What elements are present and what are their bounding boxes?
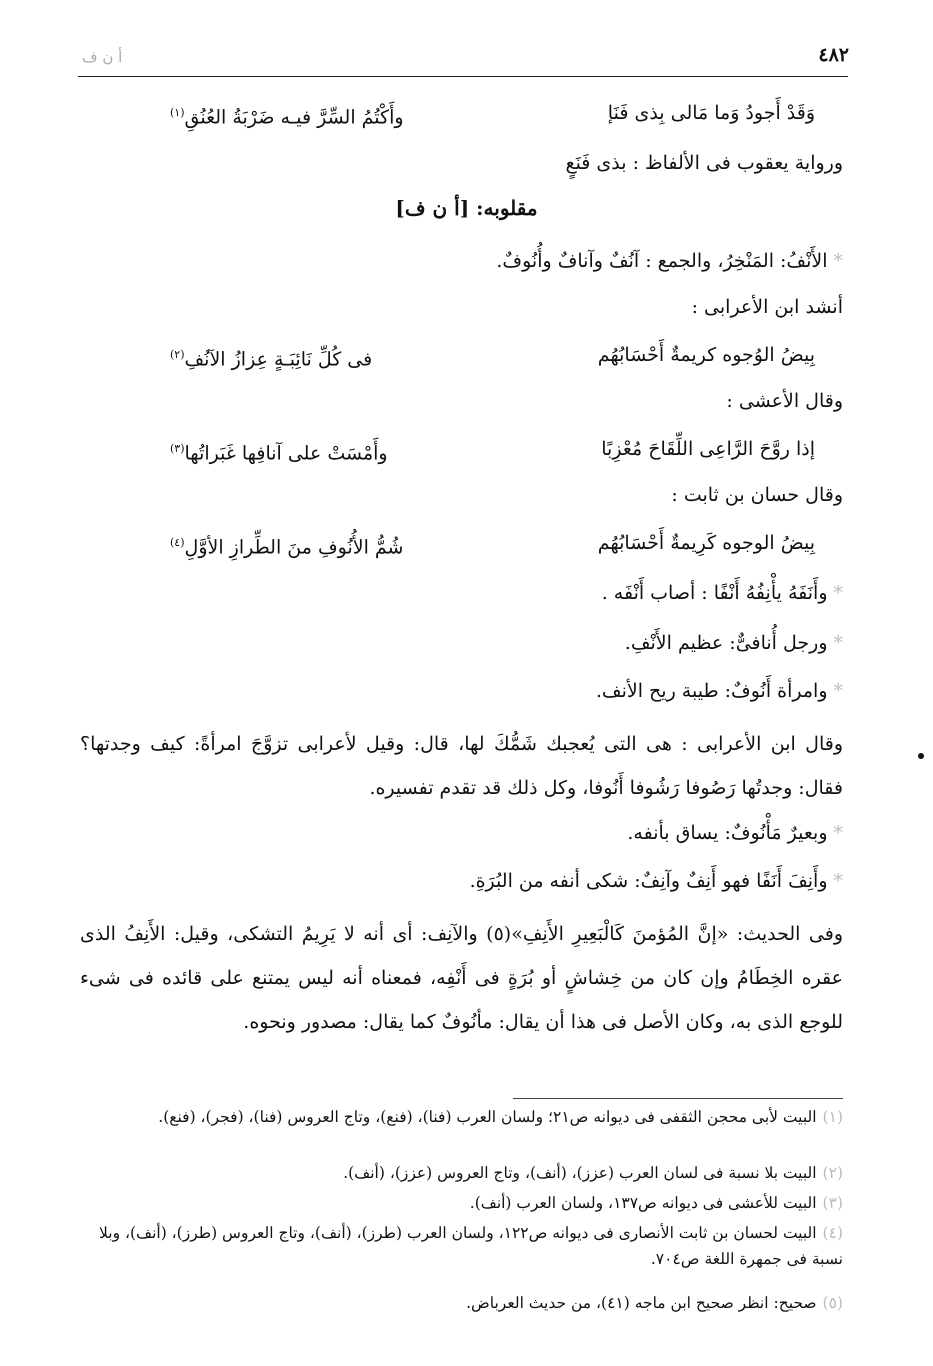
running-head: أ ن ف	[82, 48, 123, 66]
entry-item	[80, 578, 843, 608]
footnote	[80, 1190, 843, 1216]
footnote-text: صحيح: انظر صحيح ابن ماجه (٤١)، من حديث العرباض.	[466, 1294, 817, 1312]
entry-item	[80, 628, 843, 658]
entry-item	[80, 676, 843, 706]
inshad-line: أنشد ابن الأعرابى :	[691, 296, 843, 318]
footnote-ref: (٤)	[170, 536, 185, 549]
poem-3-second-half	[170, 434, 388, 468]
verse-text: فى كُلِّ نَائِبَـةٍ عِزازُ الآنُفِ	[184, 348, 373, 371]
footnote-number: (١)	[822, 1108, 843, 1126]
entry-text: وبعيرٌ مَأْنُوفٌ: يساق بأنفه.	[627, 822, 828, 844]
hassan-line: وقال حسان بن ثابت :	[671, 484, 843, 506]
entry-text: ورجل أُنافىٌّ: عظيم الأَنْفِ.	[624, 632, 828, 654]
entry-marker: *	[833, 250, 843, 272]
poem-4-first-half: بِيضُ الوجوه كَرِيمةٌ أَحْسَابُهُم	[597, 532, 815, 554]
footnote-number: (٣)	[822, 1194, 843, 1212]
poem-2-second-half	[170, 340, 372, 374]
footnote	[80, 1290, 843, 1316]
footnote-number: (٥)	[822, 1294, 843, 1312]
entry-item	[80, 818, 843, 848]
footnote-number: (٢)	[822, 1164, 843, 1182]
entry-item	[80, 866, 843, 896]
footnote-text: البيت لأبى محجن الثقفى فى ديوانه ص٢١؛ ولسان العرب (فنا)، (فنع)، وتاج العروس (فنا)، (فجر)، (فنع).	[158, 1108, 817, 1126]
header-rule	[78, 76, 848, 77]
entry-marker: *	[833, 870, 843, 892]
riwaya-line: ورواية يعقوب فى الألفاظ : بذى فَنَعٍ	[565, 152, 843, 174]
entry-marker: *	[833, 822, 843, 844]
poem-1-second-half	[170, 98, 404, 132]
asha-line: وقال الأعشى :	[726, 390, 843, 412]
footnote-ref: (٣)	[170, 442, 185, 455]
footnote-number: (٤)	[822, 1224, 843, 1242]
entry-anf	[80, 246, 843, 276]
section-heading: مقلوبه: [أ ن ف]	[395, 196, 538, 220]
footnote-text: البيت لحسان بن ثابت الأنصارى فى ديوانه ص١٢٢، ولسان العرب (طرز)، (أنف)، وتاج العروس (طرز)، (أنف)، وبلا نسبة فى جمهرة اللغة ص٧٠٤.	[99, 1224, 843, 1268]
footnote-ref: (٢)	[170, 348, 185, 361]
poem-2-first-half: بِيضُ الوُجوه كريمةٌ أَحْسَابُهُم	[597, 344, 815, 366]
poem-3-first-half: إذا روَّحَ الرَّاعِى اللِّقَاحَ مُعْزِبًا	[601, 438, 815, 460]
paragraph-hadith: وفى الحديث: «إنَّ المُؤمنَ كَالْبَعِيرِ الأَنِفِ»(٥) والآنِف: أى أنه لا يَرِيمُ التشكى، وقيل: الأَنِفُ الذى عقره الخِطَامُ وإن كان من خِشاشٍ أو بُرَةٍ فى أَنْفِه، فمعناه أنه ليس يمتنع على قائده فى شىء للوجع الذى به، وكان الأصل فى هذا أن يقال: مأنُوفٌ كما يقال: مصدور ونحوه.	[80, 923, 844, 1033]
footnote	[80, 1220, 843, 1272]
footnote-ref: (١)	[170, 106, 185, 119]
footnote-text: البيت بلا نسبة فى لسان العرب (عزز)، (أنف)، وتاج العروس (عزز)، (أنف).	[343, 1164, 817, 1182]
footnote-rule	[513, 1098, 843, 1099]
verse-text: شُمُّ الأُنُوفِ منَ الطِّرازِ الأوَّلِ	[184, 536, 404, 559]
entry-marker: *	[833, 632, 843, 654]
footnote	[80, 1160, 843, 1186]
poem-1-first-half: وَقَدْ أَجودُ وَما مَالى بِذى فَنَإ	[607, 102, 815, 124]
margin-dot	[918, 753, 924, 759]
page-number: ٤٨٢	[818, 44, 849, 66]
poem-4-second-half	[170, 528, 403, 562]
verse-text: وأَكْتُمُ السِّرَّ فيـه ضَرْبَةُ العُنُقِ	[184, 106, 404, 129]
footnote	[80, 1104, 843, 1130]
entry-marker: *	[833, 680, 843, 702]
entry-marker: *	[833, 582, 843, 604]
entry-text: الأَنْفُ: المَنْخِرُ، والجمع : آنُفٌ وآنافٌ وأُنُوفٌ.	[496, 250, 828, 272]
entry-text: وأَنِفَ أَنَفًا فهو أَنِفٌ وآنِفٌ: شكى أنفه من البُرَةِ.	[469, 870, 828, 892]
verse-text: وأَمْسَتْ على آنافِها غَبَراتُها	[184, 442, 388, 465]
entry-text: وامرأة أَنُوفٌ: طيبة ريح الأنف.	[595, 680, 828, 702]
entry-text: وأَنَفَهُ يأْنِفُهُ أَنْفًا : أصاب أَنْفَه .	[601, 582, 828, 604]
paragraph-ibn-arabi: وقال ابن الأعرابى : هى التى يُعجبك شَمُّكَ لها، قال: وقيل لأعرابى تزوَّجَ امرأةً: كيف وجدتها؟ فقال: وجدتُها رَصُوفا رَشُوفا أَنُوفا، وكل ذلك قد تقدم تفسيره.	[80, 733, 843, 799]
footnote-text: البيت للأعشى فى ديوانه ص١٣٧، ولسان العرب (أنف).	[469, 1194, 817, 1212]
